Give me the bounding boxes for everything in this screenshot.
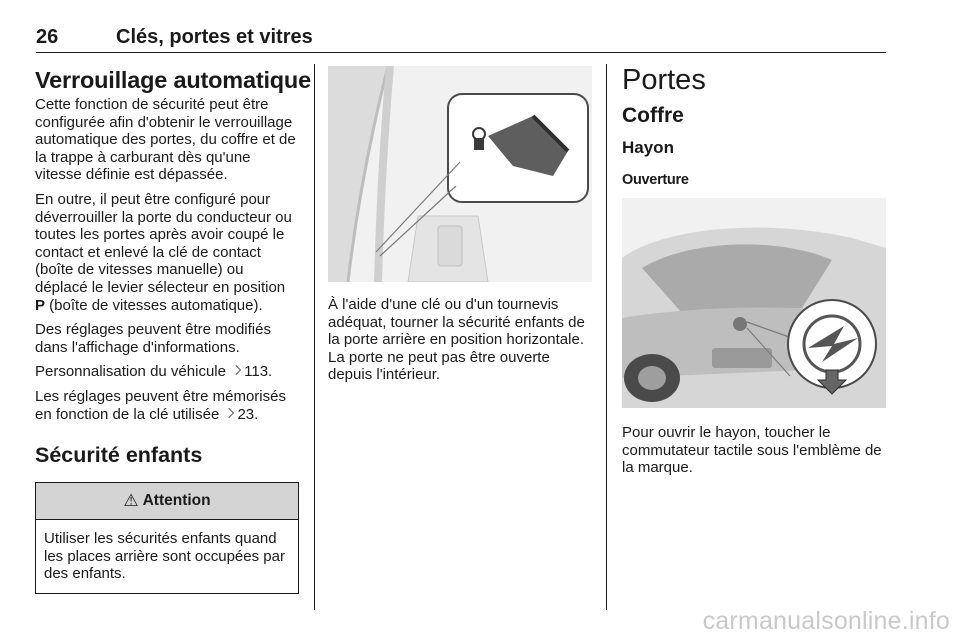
column-right bbox=[622, 60, 886, 484]
column-left bbox=[35, 60, 311, 594]
watermark: carmanualsonline.info bbox=[702, 607, 950, 635]
chapter-title: Clés, portes et vitres bbox=[116, 26, 313, 48]
paragraph-text: En outre, il peut être configuré pour déverrouiller la porte du conducteur ou toutes les portes après avoir coupé le contact et enlevé la clé de contact (boîte de vitesses manuelle) ou déplacé le levier sélecteur en position bbox=[35, 190, 292, 296]
section-heading: Coffre bbox=[622, 104, 684, 127]
child-lock-illustration bbox=[328, 66, 592, 282]
paragraph: Des réglages peuvent être modifiés dans l'affichage d'informations. bbox=[35, 321, 271, 356]
figure-caption: À l'aide d'une clé ou d'un tournevis adéquat, tourner la sécurité enfants de la porte arrière en position horizontale. La porte ne peut pas être ouverte depuis l'intérieur. bbox=[328, 296, 585, 384]
cross-reference-arrow-icon bbox=[225, 408, 235, 418]
warning-triangle-icon: ⚠ bbox=[123, 491, 139, 511]
page-reference[interactable]: 113. bbox=[244, 363, 273, 381]
paragraph bbox=[35, 388, 299, 423]
warning-header bbox=[36, 483, 298, 520]
column-divider bbox=[314, 64, 315, 610]
page-number: 26 bbox=[36, 26, 59, 48]
subsection-heading: Hayon bbox=[622, 138, 674, 157]
warning-text: Utiliser les sécurités enfants quand les places arrière sont occupées par des enfants. bbox=[44, 530, 285, 583]
subsubsection-heading: Ouverture bbox=[622, 172, 689, 188]
reference-text: Personnalisation du véhicule bbox=[35, 363, 226, 381]
paragraph-text: (boîte de vitesses automatique). bbox=[45, 296, 263, 314]
page-reference[interactable]: 23. bbox=[237, 405, 259, 423]
section-heading: Sécurité enfants bbox=[35, 443, 203, 468]
figure-caption: Pour ouvrir le hayon, toucher le commutateur tactile sous l'emblème de la marque. bbox=[622, 424, 882, 477]
tailgate-illustration bbox=[622, 198, 886, 408]
cross-reference-arrow-icon bbox=[231, 365, 241, 375]
paragraph: Cette fonction de sécurité peut être configurée afin d'obtenir le verrouillage automatique des portes, du coffre et de la trappe à carburant dès qu'une vitesse définie est dépassée. bbox=[35, 96, 296, 184]
chapter-heading: Portes bbox=[622, 64, 706, 96]
column-divider bbox=[606, 64, 607, 610]
paragraph bbox=[35, 363, 299, 381]
column-middle bbox=[328, 60, 592, 391]
gear-position-p: P bbox=[35, 296, 46, 314]
warning-box bbox=[35, 482, 299, 594]
page-header bbox=[36, 26, 886, 53]
paragraph bbox=[35, 191, 299, 314]
reference-text: Les réglages peuvent être mémorisés en fonction de la clé utilisée bbox=[35, 387, 286, 423]
warning-title: Attention bbox=[142, 492, 211, 510]
section-heading: Verrouillage automatique bbox=[35, 67, 311, 93]
